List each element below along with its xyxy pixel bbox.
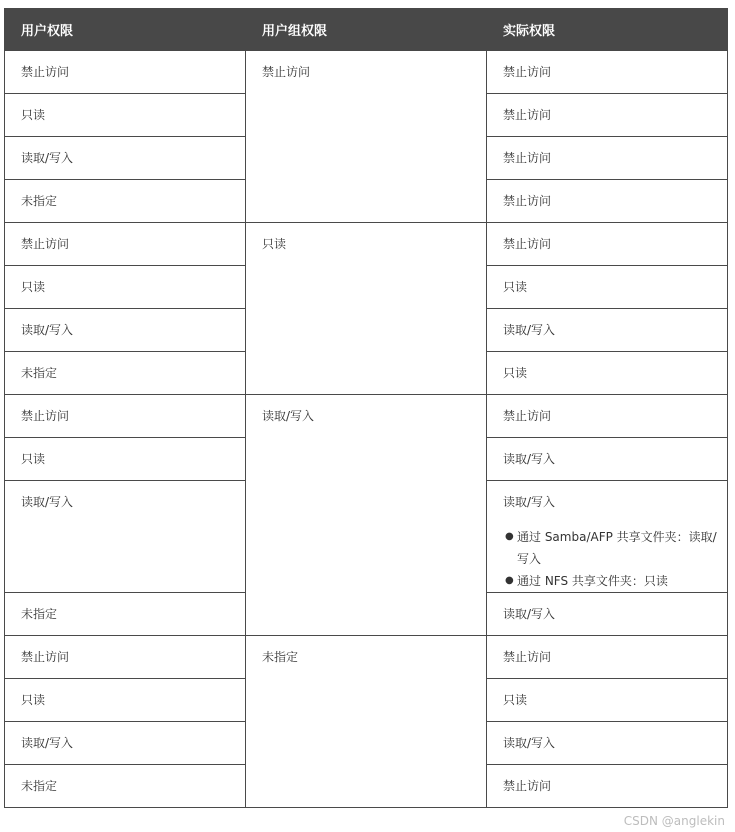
actual-permission-cell: 读取/写入 <box>487 722 728 765</box>
actual-permission-cell: 禁止访问 <box>487 395 728 438</box>
user-permission-cell: 禁止访问 <box>5 636 246 679</box>
user-permission-cell: 未指定 <box>5 180 246 223</box>
actual-permission-cell: 禁止访问 <box>487 765 728 808</box>
note-text: 通过 NFS 共享文件夹：只读 <box>517 574 668 588</box>
actual-permission-cell: 读取/写入 <box>487 593 728 636</box>
user-permission-cell: 未指定 <box>5 593 246 636</box>
actual-permission-cell: 只读 <box>487 679 728 722</box>
table-row <box>5 636 728 679</box>
actual-permission-cell <box>487 481 728 593</box>
user-permission-cell: 禁止访问 <box>5 223 246 266</box>
actual-permission-cell: 只读 <box>487 266 728 309</box>
table-row <box>5 51 728 94</box>
user-permission-cell: 读取/写入 <box>5 722 246 765</box>
header-actual-permission: 实际权限 <box>487 9 728 51</box>
actual-permission-cell: 禁止访问 <box>487 94 728 137</box>
actual-permission-cell: 禁止访问 <box>487 223 728 266</box>
group-permission-cell: 未指定 <box>246 636 487 808</box>
actual-permission-cell: 禁止访问 <box>487 636 728 679</box>
user-permission-cell: 未指定 <box>5 765 246 808</box>
user-permission-cell: 读取/写入 <box>5 137 246 180</box>
table-row <box>5 395 728 438</box>
bullet-icon: ● <box>505 531 514 542</box>
actual-permission-cell: 禁止访问 <box>487 137 728 180</box>
user-permission-cell: 读取/写入 <box>5 309 246 352</box>
actual-permission-cell: 只读 <box>487 352 728 395</box>
header-user-permission: 用户权限 <box>5 9 246 51</box>
list-item <box>505 570 719 592</box>
user-permission-cell: 只读 <box>5 438 246 481</box>
user-permission-cell: 只读 <box>5 266 246 309</box>
user-permission-cell: 只读 <box>5 679 246 722</box>
bullet-icon: ● <box>505 575 514 586</box>
protocol-notes-list <box>503 526 719 592</box>
list-item <box>505 526 719 570</box>
table-row <box>5 223 728 266</box>
group-permission-cell: 禁止访问 <box>246 51 487 223</box>
user-permission-cell: 只读 <box>5 94 246 137</box>
note-text: 通过 Samba/AFP 共享文件夹：读取/写入 <box>517 530 717 566</box>
header-group-permission: 用户组权限 <box>246 9 487 51</box>
permission-table <box>4 8 728 808</box>
actual-permission-value: 读取/写入 <box>503 495 556 509</box>
actual-permission-cell: 读取/写入 <box>487 309 728 352</box>
group-permission-cell: 只读 <box>246 223 487 395</box>
user-permission-cell: 禁止访问 <box>5 51 246 94</box>
user-permission-cell: 禁止访问 <box>5 395 246 438</box>
user-permission-cell: 未指定 <box>5 352 246 395</box>
actual-permission-cell: 禁止访问 <box>487 180 728 223</box>
user-permission-cell: 读取/写入 <box>5 481 246 593</box>
actual-permission-cell: 读取/写入 <box>487 438 728 481</box>
watermark: CSDN @anglekin <box>623 814 725 828</box>
actual-permission-cell: 禁止访问 <box>487 51 728 94</box>
header-row <box>5 9 728 51</box>
group-permission-cell: 读取/写入 <box>246 395 487 636</box>
